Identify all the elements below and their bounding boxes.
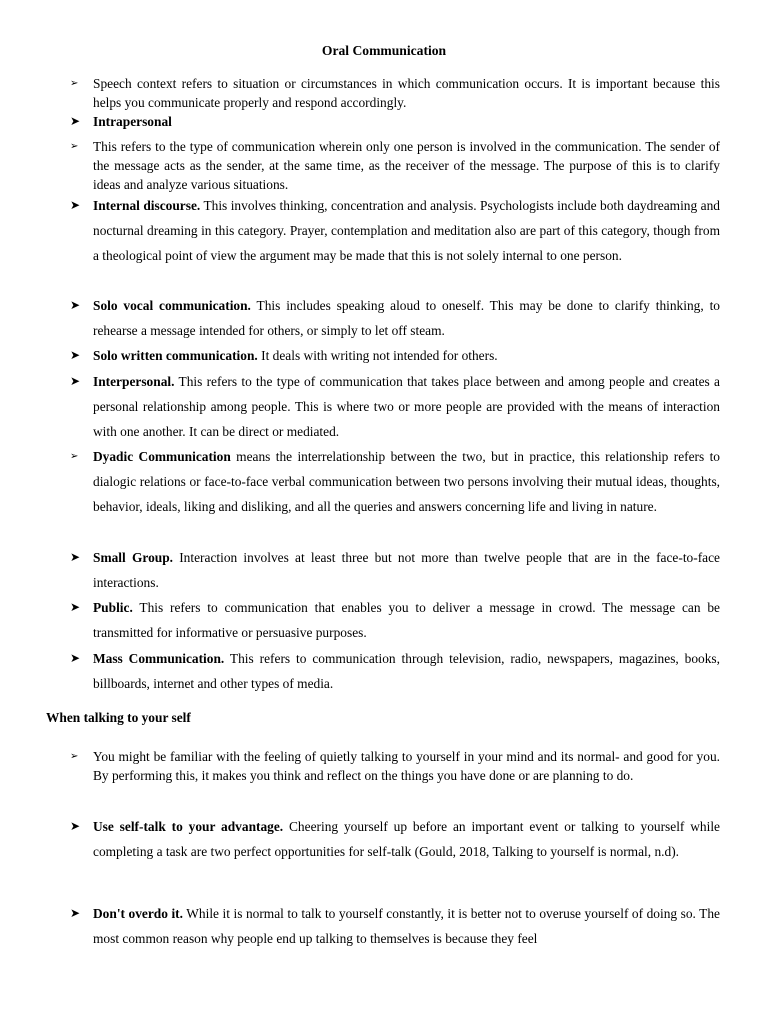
list-item (70, 137, 720, 194)
arrow-bullet-icon: ➤ (70, 600, 81, 614)
list-item-text: Public. This refers to communication that enables you to deliver a message in crowd. The message can be transmitted for informative or persuasive purposes. (93, 600, 720, 641)
arrow-bullet-icon: ➤ (70, 348, 81, 362)
list-item-text: Dyadic Communication means the interrelationship between the two, but in practice, this relationship refers to dialogic relations or face-to-face verbal communication between two persons involving their mutual ideas, thoughts, behavior, ideals, liking and disliking, and all the queries and answers concerning life and living in nature. (93, 449, 720, 515)
arrow-bullet-icon: ➤ (70, 374, 81, 388)
arrow-bullet-icon: ➢ (70, 141, 79, 152)
arrow-bullet-icon: ➤ (70, 198, 81, 212)
page-title: Oral Communication (321, 43, 447, 58)
arrow-bullet-icon: ➤ (70, 550, 81, 564)
list-item-text: Intrapersonal (93, 114, 172, 129)
list-item-text: This refers to the type of communication wherein only one person is involved in the communication. The sender of the message acts as the sender, at the same time, as the receiver of the message. The purpose of this is to clarify ideas and analyze various situations. (93, 139, 720, 192)
list-item-text: Interpersonal. This refers to the type of communication that takes place between and among people and creates a personal relationship among people. This is where two or more people are provided with the means of interaction with one another. It can be direct or mediated. (93, 374, 720, 440)
list-item (70, 369, 720, 445)
list-item-text: Speech context refers to situation or circumstances in which communication occurs. It is important because this helps you communicate properly and respond accordingly. (93, 76, 720, 110)
list-item-text: Small Group. Interaction involves at least three but not more than twelve people that are in the face-to-face interactions. (93, 550, 720, 591)
list-item (70, 112, 720, 131)
list-item (70, 193, 720, 269)
list-item-text: Solo vocal communication. This includes speaking aloud to oneself. This may be done to clarify thinking, to rehearse a message intended for others, or simply to let off steam. (93, 298, 720, 339)
list-item-text: Internal discourse. This involves thinking, concentration and analysis. Psychologists include both daydreaming and nocturnal dreaming in this category. Prayer, contemplation and meditation also are part of this category, though from a theological point of view the argument may be made that this is not solely internal to one person. (93, 198, 720, 264)
arrow-bullet-icon: ➢ (70, 78, 79, 89)
arrow-bullet-icon: ➤ (70, 114, 81, 128)
list-item (70, 293, 720, 343)
list-item (70, 444, 720, 520)
section-heading: When talking to your self (46, 710, 191, 725)
list-item (70, 595, 720, 645)
list-item (70, 646, 720, 696)
list-item (70, 814, 720, 864)
list-item-text: Mass Communication. This refers to communication through television, radio, newspapers, magazines, books, billboards, internet and other types of media. (93, 651, 720, 692)
arrow-bullet-icon: ➤ (70, 819, 81, 833)
list-item (70, 901, 720, 951)
list-item (70, 545, 720, 595)
arrow-bullet-icon: ➢ (70, 451, 79, 462)
list-item (70, 343, 720, 368)
arrow-bullet-icon: ➤ (70, 298, 81, 312)
list-item-text: Solo written communication. It deals with writing not intended for others. (93, 348, 498, 363)
list-item-text: Use self-talk to your advantage. Cheering yourself up before an important event or talking to yourself while completing a task are two perfect opportunities for self-talk (Gould, 2018, Talking to yourself is normal, n.d). (93, 819, 720, 860)
arrow-bullet-icon: ➢ (70, 751, 79, 762)
list-item (70, 74, 720, 112)
list-item-text: You might be familiar with the feeling of quietly talking to yourself in your mind and its normal- and good for you. By performing this, it makes you think and reflect on the things you have done or are planning to do. (93, 749, 720, 783)
list-item (70, 747, 720, 785)
arrow-bullet-icon: ➤ (70, 651, 81, 665)
list-item-text: Don't overdo it. While it is normal to talk to yourself constantly, it is better not to overuse yourself of doing so. The most common reason why people end up talking to themselves is because they feel (93, 906, 720, 947)
arrow-bullet-icon: ➤ (70, 906, 81, 920)
